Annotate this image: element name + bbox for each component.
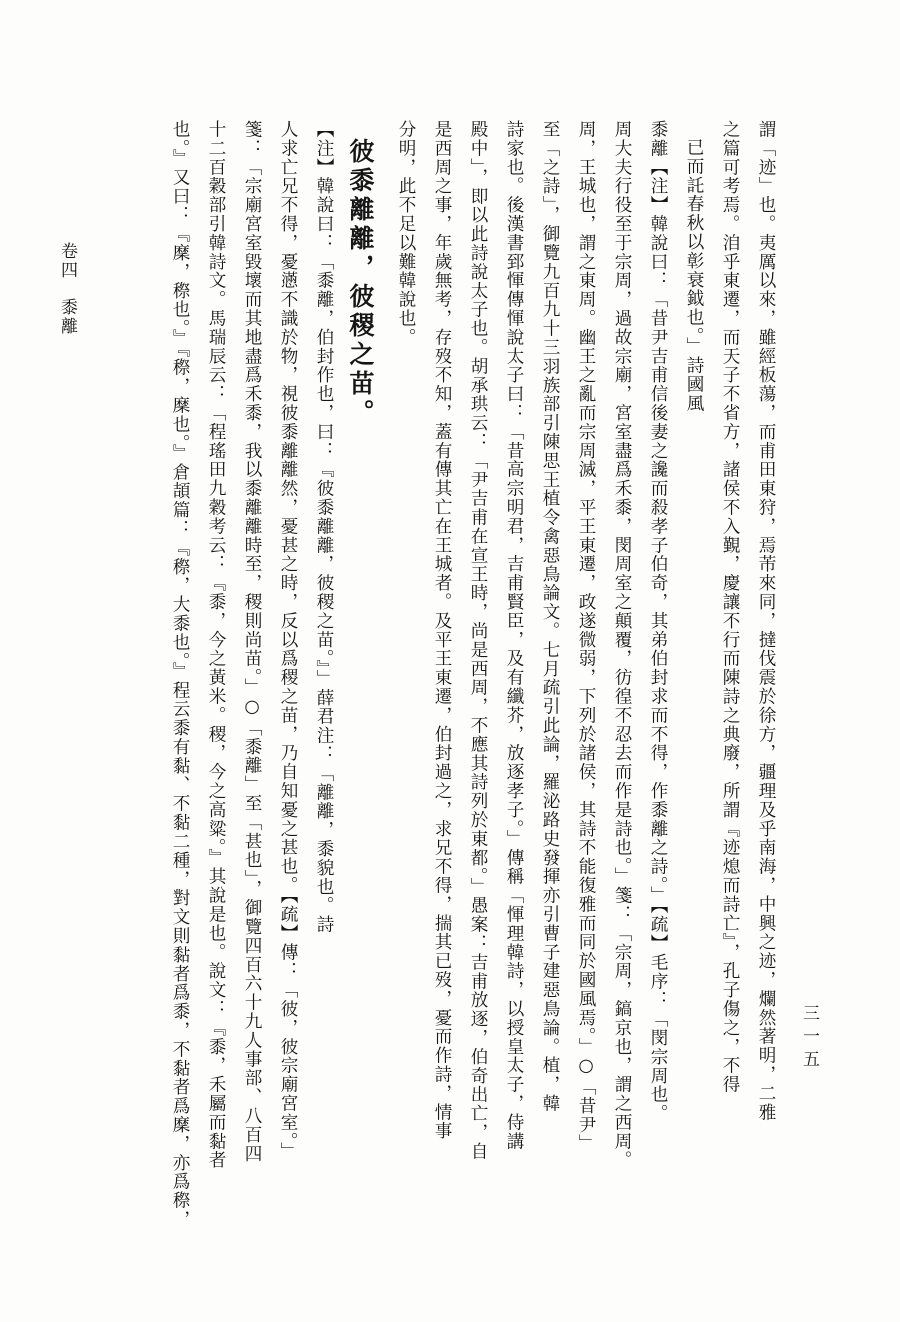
text-column: 詩家也。後漢書郅惲傳惲說太子曰：「昔高宗明君，吉甫賢臣，及有纖芥，放逐孝子。」傳稱「惲理韓詩，以授皇太子，侍講: [504, 120, 524, 1151]
text-column: 是西周之事，年歲無考，存歿不知，蓋有傳其亡在王城者。及平王東遷，伯封過之，求兄不得，揣其已歿，憂而作詩，情事: [432, 120, 452, 1141]
text-column: 也。』又曰：『穈，穄也。』『穄，穈也。』倉頡篇：『穄，大黍也。』程云黍有黏、不黏二種，對文則黏者爲黍，不黏者爲穈，亦爲穄，: [170, 120, 190, 1229]
text-column: 至「之詩」，御覽九百九十三羽族部引陳思王植令禽惡鳥論文。七月疏引此論，羅泌路史發揮亦引曹子建惡鳥論。植，韓: [540, 120, 560, 1113]
running-head-chapter: 黍離: [57, 298, 77, 336]
text-column: 周大夫行役至于宗周，過故宗廟，宮室盡爲禾黍，閔周室之顛覆，彷徨不忍去而作是詩也。」箋：「宗周，鎬京也，謂之西周。: [612, 120, 632, 1170]
text-column: 十二百穀部引韓詩文。馬瑞辰云：「程瑤田九穀考云：『黍，今之黃米。稷，今之高粱。』其說是也。說文：『黍，禾屬而黏者: [206, 120, 226, 1170]
text-column: 人求亡兄不得，憂懣不識於物，視彼黍離離然，憂甚之時，反以爲稷之苗，乃自知憂之甚也。【疏】傳：「彼，彼宗廟宮室。」: [278, 120, 298, 1161]
section-heading-column: 黍離【注】韓說曰：「昔尹吉甫信後妻之讒而殺孝子伯奇，其弟伯封求而不得，作黍離之詩。」【疏】毛序：「閔宗周也。: [648, 120, 668, 1123]
text-column: 【注】韓說曰：「黍離，伯封作也，曰：『彼黍離離，彼稷之苗。』」薛君注：「離離，黍貌也。詩: [314, 120, 334, 934]
text-column: 殿中」，即以此詩說太子也。胡承珙云：「尹吉甫在宣王時，尚是西周，不應其詩列於東都。」愚案：吉甫放逐，伯奇出亡，自: [468, 120, 488, 1161]
running-head-volume: 卷四: [57, 242, 77, 280]
running-head: [58, 242, 75, 336]
text-column: 謂「迹」也。夷厲以來，雖經板蕩，而甫田東狩，焉芾來同，撻伐震於徐方，疆理及乎南海，中興之迹，爛然著明，二雅: [756, 120, 776, 1122]
text-column: 箋：「宗廟宮室毀壞而其地盡爲禾黍，我以黍離離時至，稷則尚苗。」○「黍離」至「甚也」，御覽四百六十九人事部、八百四: [242, 120, 262, 1164]
text-column: 分明，此不足以難韓說也。: [396, 120, 416, 347]
text-column: 之篇可考焉。洎乎東遷，而天子不省方，諸侯不入覲，慶讓不行而陳詩之典廢，所謂『迹熄而詩亡』，孔子傷之，不得: [720, 120, 740, 1094]
poem-line: 彼黍離離，彼稷之苗。: [346, 138, 375, 428]
text-column: 已而託春秋以彰衰鉞也。」詩國風: [684, 138, 704, 413]
main-text: [108, 120, 784, 1230]
page-number: 三一五: [799, 1004, 819, 1073]
text-column: 周，王城也，謂之東周。幽王之亂而宗周滅，平王東遷，政遂微弱，下列於諸侯，其詩不能復雅而同於國風焉。」○「昔尹」: [576, 120, 596, 1154]
